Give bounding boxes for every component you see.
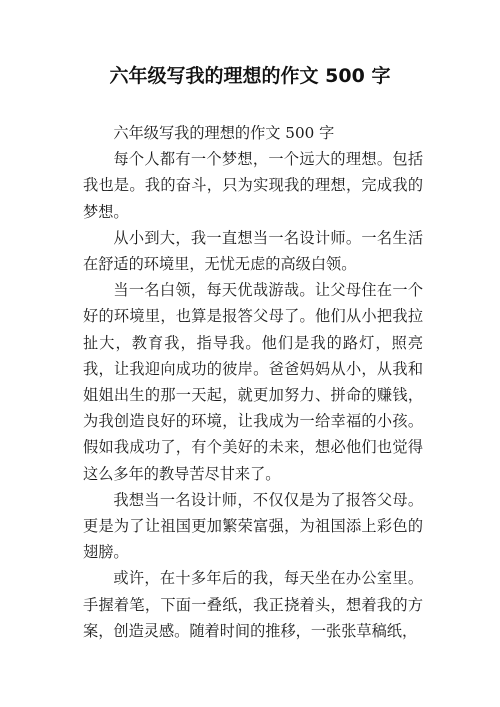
document-body (83, 120, 423, 644)
document-title: 六年级写我的理想的作文 500 字 (109, 65, 391, 87)
paragraph: 我想当一名设计师，不仅仅是为了报答父母。更是为了让祖国更加繁荣富强，为祖国添上彩色的翅膀。 (83, 490, 423, 562)
paragraph: 或许，在十多年后的我，每天坐在办公室里。手握着笔，下面一叠纸，我正挠着头，想着我的方案，创造灵感。随着时间的推移，一张张草稿纸， (83, 569, 423, 640)
paragraph: 当一名白领，每天优哉游哉。让父母住在一个好的环境里，也算是报答父母了。他们从小把我拉扯大，教育我，指导我。他们是我的路灯，照亮我，让我迎向成功的彼岸。爸爸妈妈从小，从我和姐姐出生的那一天起，就更加努力、拼命的赚钱，为我创造良好的环境，让我成为一给幸福的小孩。假如我成功了，有个美好的未来，想必他们也觉得这么多年的教导苦尽甘来了。 (83, 281, 423, 483)
paragraph-subtitle: 六年级写我的理想的作文 500 字 (113, 124, 335, 142)
paragraph: 从小到大，我一直想当一名设计师。一名生活在舒适的环境里，无忧无虑的高级白领。 (83, 228, 423, 274)
paragraph: 每个人都有一个梦想，一个远大的理想。包括我也是。我的奋斗，只为实现我的理想，完成我的梦想。 (83, 150, 423, 221)
